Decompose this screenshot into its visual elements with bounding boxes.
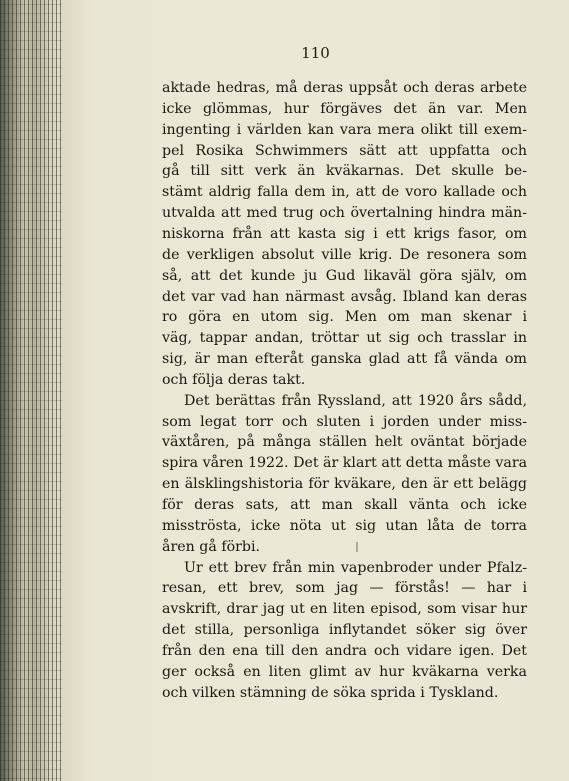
ink-speck — [356, 542, 358, 552]
text-line: gå till sitt verk än kväkarnas. Det skulle be- — [162, 163, 527, 180]
text-line: sig, är man efteråt ganska glad att få vända om — [162, 351, 527, 368]
text-line: och följa deras takt. — [162, 371, 306, 388]
text-line: väg, tappar andan, tröttar ut sig och trasslar in — [162, 330, 527, 347]
text-line: misströsta, icke nöta ut sig utan låta de torra — [162, 517, 527, 534]
text-line: växtåren, på många ställen helt oväntat började — [162, 434, 527, 451]
text-line: avskrift, drar jag ut en liten episod, som visar hur — [162, 601, 527, 618]
text-line: ingenting i världen kan vara mera olikt till exem- — [162, 121, 527, 138]
text-line: och vilken stämning de söka sprida i Tyskland. — [162, 684, 499, 701]
text-line: det var vad han närmast avsåg. Ibland kan deras — [162, 288, 527, 305]
text-line: spira våren 1922. Det är klart att detta måste vara — [162, 455, 528, 472]
text-line: ro göra en utom sig. Men om man skenar i — [162, 309, 527, 326]
text-line: de verkligen absolut ville krig. De resonera som — [162, 246, 527, 263]
page-number: 110 — [301, 44, 330, 62]
text-line: för deras sats, att man skall vänta och icke — [162, 497, 527, 513]
binding-texture — [0, 0, 62, 781]
text-line: icke glömmas, hur förgäves det än var. Men — [162, 100, 527, 117]
text-line: det stilla, personliga inflytandet söker sig över — [162, 622, 527, 639]
text-line: stämt aldrig falla dem in, att de voro kallade och — [162, 184, 527, 201]
text-line: en älsklingshistoria för kväkare, den är ett belägg — [162, 476, 527, 493]
text-line: aktade hedras, må deras uppsåt och deras arbete — [162, 80, 527, 96]
text-line: niskorna från att kasta sig i ett krigs fasor, om — [162, 225, 527, 242]
text-line: så, att det kunde ju Gud likaväl göra själv, om — [162, 267, 527, 284]
text-line: Det berättas från Ryssland, att 1920 års sådd, — [184, 392, 527, 409]
text-line: pel Rosika Schwimmers sätt att uppfatta och — [162, 142, 527, 159]
text-line: Ur ett brev från min vapenbroder under Pfalz- — [184, 559, 527, 576]
text-line: åren gå förbi. — [162, 538, 261, 555]
text-line: ger också en liten glimt av hur kväkarna verka — [162, 663, 527, 680]
text-line: utvalda att med trug och övertalning hindra män- — [162, 205, 527, 222]
text-line: resan, ett brev, som jag — förstås! — har i — [162, 580, 527, 597]
text-line: från den ena till den andra och vidare igen. Det — [162, 642, 527, 659]
text-line: som legat torr och sluten i jorden under miss- — [162, 413, 527, 430]
